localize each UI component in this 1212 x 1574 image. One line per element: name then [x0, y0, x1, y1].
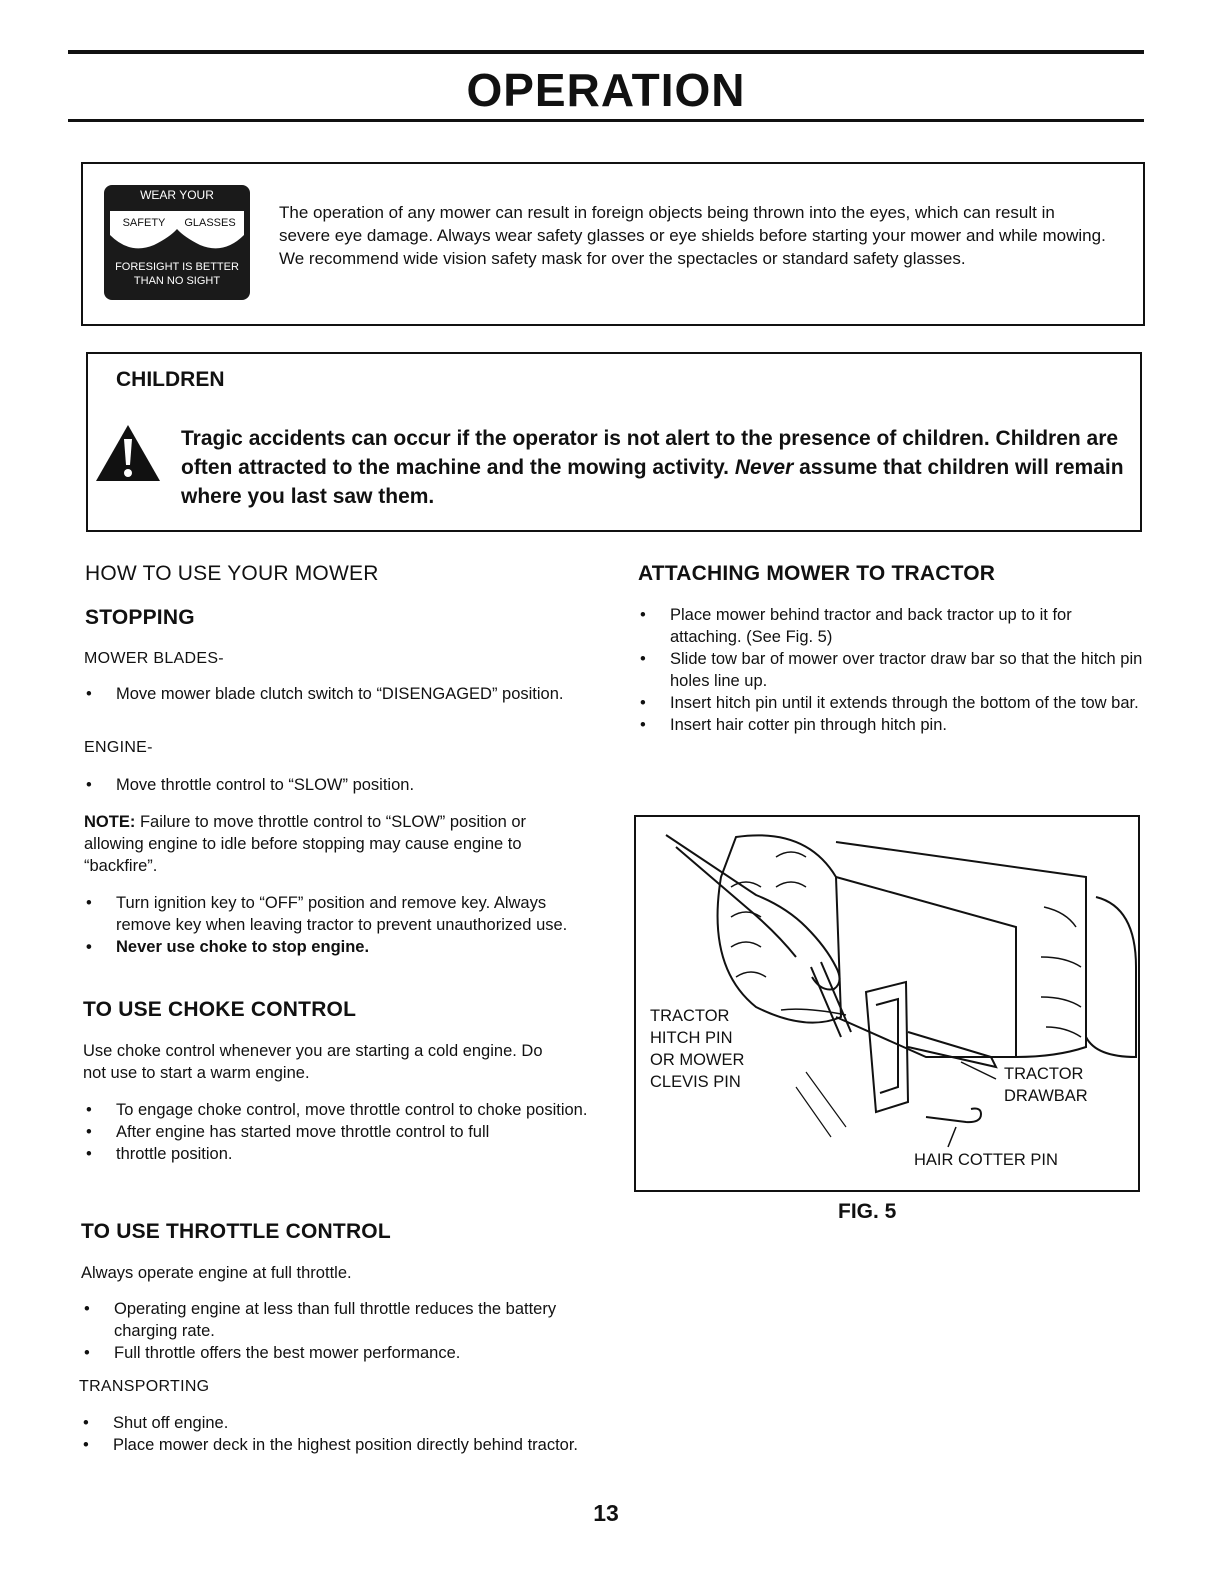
choke-heading: TO USE CHOKE CONTROL — [83, 998, 357, 1021]
stopping-list — [82, 892, 602, 958]
engine-list — [82, 774, 602, 796]
throttle-list — [80, 1298, 580, 1364]
attaching-heading: ATTACHING MOWER TO TRACTOR — [638, 562, 996, 585]
note-text: Failure to move throttle control to “SLOW” position or allowing engine to idle before stopping may cause engine to “backfire”. — [84, 813, 527, 875]
stopping-heading: STOPPING — [85, 606, 195, 629]
children-text-end: assume that children will remain where you last saw them. — [181, 456, 1124, 508]
choke-list — [82, 1099, 592, 1165]
children-warning-text — [181, 424, 1131, 511]
list-item: • Operating engine at less than full throttle reduces the battery charging rate. — [84, 1300, 557, 1340]
title-underline — [68, 119, 1144, 122]
glasses-icon — [104, 203, 250, 263]
choke-paragraph: Use choke control whenever you are starting a cold engine. Do not use to start a warm engine. — [83, 1042, 543, 1082]
note-label: NOTE: — [84, 813, 136, 831]
figure-caption: FIG. 5 — [838, 1200, 897, 1223]
top-rule — [68, 50, 1144, 54]
badge-line-1: WEAR YOUR — [140, 188, 214, 202]
list-item: • Insert hitch pin until it extends through the bottom of the tow bar. — [640, 694, 1139, 712]
list-item: • Move mower blade clutch switch to “DISENGAGED” position. — [86, 685, 564, 703]
transporting-list — [79, 1412, 579, 1456]
badge-glasses-word: GLASSES — [184, 217, 236, 229]
badge-safety-word: SAFETY — [122, 217, 166, 229]
mower-blades-subheading: MOWER BLADES- — [84, 650, 224, 667]
list-item: • Place mower behind tractor and back tractor up to it for attaching. (See Fig. 5) — [640, 606, 1072, 646]
list-item: • throttle position. — [86, 1145, 233, 1163]
hitch-pin-label: TRACTOR HITCH PIN OR MOWER CLEVIS PIN — [650, 1007, 745, 1091]
list-item: • Slide tow bar of mower over tractor draw bar so that the hitch pin holes line up. — [640, 650, 1143, 690]
list-item: • Insert hair cotter pin through hitch pin. — [640, 716, 947, 734]
throttle-heading: TO USE THROTTLE CONTROL — [81, 1220, 391, 1243]
cotter-pin-label: HAIR COTTER PIN — [914, 1151, 1058, 1169]
list-item: • Place mower deck in the highest position directly behind tractor. — [83, 1436, 578, 1454]
page-number: 13 — [593, 1500, 619, 1526]
list-item: • Never use choke to stop engine. — [86, 938, 370, 956]
list-item: • After engine has started move throttle control to full — [86, 1123, 490, 1141]
warning-triangle-icon — [94, 423, 162, 483]
list-item: • To engage choke control, move throttle control to choke position. — [86, 1101, 588, 1119]
drawbar-label: TRACTOR DRAWBAR — [1004, 1065, 1088, 1105]
children-text-emphasis: Never — [734, 456, 794, 479]
list-item: • Full throttle offers the best mower performance. — [84, 1344, 461, 1362]
throttle-paragraph: Always operate engine at full throttle. — [81, 1264, 352, 1282]
badge-line-4: THAN NO SIGHT — [133, 275, 221, 287]
mower-blades-list — [82, 683, 602, 705]
children-heading: CHILDREN — [116, 368, 225, 391]
safety-glasses-text: The operation of any mower can result in foreign objects being thrown into the eyes, which can result in severe eye damage. Always wear safety glasses or eye shields before starting your mower and while mowing. We recommend wide vision safety mask for over the spectacles or standard safety glasses. — [279, 203, 1106, 268]
list-item: • Move throttle control to “SLOW” position. — [86, 776, 415, 794]
page-title: OPERATION — [466, 64, 746, 116]
note-paragraph — [84, 811, 584, 877]
hitch-illustration — [636, 817, 1138, 1190]
engine-subheading: ENGINE- — [84, 739, 153, 756]
safety-glasses-badge — [104, 185, 250, 300]
attaching-list — [636, 604, 1146, 736]
transporting-subheading: TRANSPORTING — [79, 1378, 210, 1395]
list-item: • Turn ignition key to “OFF” position and remove key. Always remove key when leaving tractor to prevent unauthorized use. — [86, 894, 568, 934]
badge-line-3: FORESIGHT IS BETTER — [115, 261, 239, 273]
children-text-main: Tragic accidents can occur if the operator is not alert to the presence of children. Children are often attracted to the machine and the mowing activity. — [181, 427, 1119, 479]
how-to-use-heading: HOW TO USE YOUR MOWER — [85, 562, 379, 585]
list-item: • Shut off engine. — [83, 1414, 229, 1432]
